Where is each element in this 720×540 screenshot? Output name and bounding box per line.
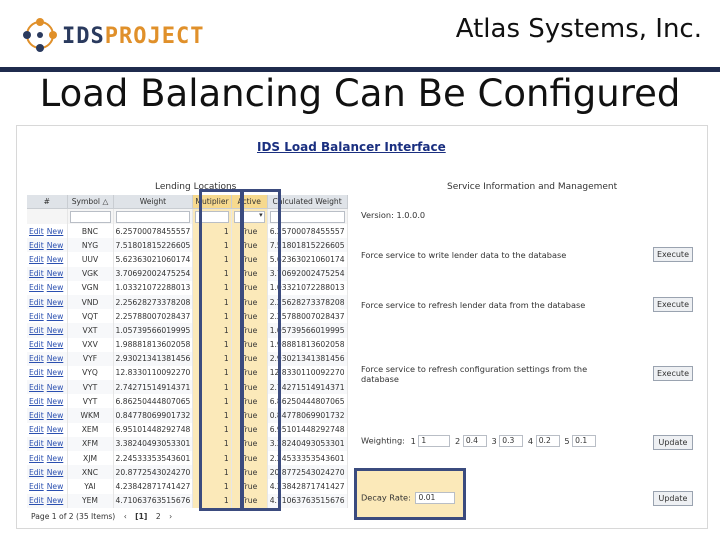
weighting-num-4: 4 [527, 435, 534, 446]
row-multiplier: 1 [193, 408, 231, 422]
row-active: True [231, 281, 267, 295]
row-multiplier: 1 [193, 352, 231, 366]
row-weight: 2.25628273378208 [113, 295, 193, 309]
row-edit-new-links [27, 380, 67, 394]
weighting-num-5: 5 [564, 435, 570, 446]
row-multiplier: 1 [193, 338, 231, 352]
row-edit-new-links [27, 408, 67, 422]
row-symbol: VXV [67, 338, 113, 352]
row-multiplier: 1 [193, 465, 231, 479]
row-active: True [231, 252, 267, 266]
weighting-input-1[interactable]: 1 [418, 435, 450, 447]
row-edit-new-links [27, 352, 67, 366]
row-edit-new-links [27, 437, 67, 451]
execute-write-button[interactable]: Execute [653, 247, 693, 262]
table-row [27, 380, 347, 394]
row-calculated-weight: 2.74271514914371 [267, 380, 347, 394]
new-link[interactable]: New [46, 283, 64, 293]
new-link[interactable]: New [46, 425, 64, 435]
table-row [27, 252, 347, 266]
row-active: True [231, 295, 267, 309]
logo-ids-text: IDS [62, 24, 105, 49]
weighting-input-4[interactable]: 0.2 [536, 435, 560, 447]
row-symbol: XNC [67, 465, 113, 479]
row-symbol: WKM [67, 408, 113, 422]
action-label-refresh-lender: Force service to refresh lender data from the database [361, 300, 586, 310]
new-link[interactable]: New [46, 354, 64, 364]
row-edit-new-links [27, 366, 67, 380]
row-edit-new-links [27, 479, 67, 493]
row-weight: 12.8330110092270 [113, 366, 193, 380]
row-symbol: VGK [67, 267, 113, 281]
filter-cell-weight[interactable] [113, 209, 193, 225]
version-label: Version: [361, 210, 394, 220]
table-row [27, 465, 347, 479]
row-active: True [231, 238, 267, 252]
row-edit-new-links [27, 338, 67, 352]
new-link[interactable]: New [46, 240, 64, 250]
weighting-input-3[interactable]: 0.3 [499, 435, 523, 447]
row-calculated-weight: 6.86250444807065 [267, 394, 347, 408]
row-active: True [231, 451, 267, 465]
row-multiplier: 1 [193, 295, 231, 309]
row-weight: 3.70692002475254 [113, 267, 193, 281]
new-link[interactable]: New [46, 269, 64, 279]
edit-link[interactable]: Edit [29, 382, 44, 392]
row-symbol: BNC [67, 224, 113, 238]
service-info-title: Service Information and Management [447, 182, 618, 192]
row-weight: 2.24533353543601 [113, 451, 193, 465]
table-row [27, 437, 347, 451]
slide-title: Load Balancing Can Be Configured [39, 72, 681, 115]
row-multiplier: 1 [193, 380, 231, 394]
row-symbol: NYG [67, 238, 113, 252]
table-pager [31, 512, 172, 521]
edit-link[interactable]: Edit [29, 453, 44, 463]
row-calculated-weight: 2.24533353543601 [267, 451, 347, 465]
edit-link[interactable]: Edit [29, 496, 44, 506]
row-active: True [231, 408, 267, 422]
execute-refresh-config-button[interactable]: Execute [653, 366, 693, 381]
row-active: True [231, 465, 267, 479]
multiplier-column-highlight [199, 189, 243, 511]
pager-page-1[interactable]: [1] [135, 512, 148, 521]
ids-project-logo [22, 14, 222, 56]
version-value: 1.0.0.0 [396, 210, 426, 220]
row-calculated-weight: 1.05739566019995 [267, 323, 347, 337]
edit-link[interactable]: Edit [29, 439, 44, 449]
row-edit-new-links [27, 224, 67, 238]
edit-link[interactable]: Edit [29, 297, 44, 307]
logo-wordmark [62, 24, 204, 49]
row-active: True [231, 352, 267, 366]
pager-page-2[interactable]: 2 [155, 512, 161, 521]
edit-link[interactable]: Edit [29, 311, 44, 321]
row-symbol: VGN [67, 281, 113, 295]
row-weight: 4.23842871741427 [113, 479, 193, 493]
row-active: True [231, 309, 267, 323]
pager-next-button[interactable]: › [169, 512, 173, 521]
filter-row [27, 209, 347, 225]
col-header-number[interactable]: # [27, 195, 67, 209]
edit-link[interactable]: Edit [29, 368, 44, 378]
weighting-input-5[interactable]: 0.1 [572, 435, 596, 447]
filter-cell-symbol[interactable] [67, 209, 113, 225]
row-active: True [231, 437, 267, 451]
new-link[interactable]: New [46, 411, 64, 421]
row-multiplier: 1 [193, 281, 231, 295]
symbol-filter-input[interactable] [70, 211, 111, 223]
table-row [27, 479, 347, 493]
row-symbol: VYT [67, 380, 113, 394]
sort-arrow-icon: △ [102, 197, 109, 206]
table-body [27, 209, 347, 508]
weighting-num-3: 3 [491, 435, 497, 446]
weighting-num-1: 1 [410, 435, 416, 446]
row-symbol: XFM [67, 437, 113, 451]
pager-prev-button[interactable]: ‹ [123, 512, 127, 521]
table-row [27, 238, 347, 252]
col-header-multiplier[interactable]: Mutiplier [193, 195, 231, 209]
row-multiplier: 1 [193, 394, 231, 408]
version-row [361, 210, 425, 220]
pager-summary: Page 1 of 2 (35 Items) [31, 512, 116, 521]
row-active: True [231, 338, 267, 352]
row-symbol: VYT [67, 394, 113, 408]
row-multiplier: 1 [193, 267, 231, 281]
table-row [27, 267, 347, 281]
row-symbol: VND [67, 295, 113, 309]
row-weight: 2.25788007028437 [113, 309, 193, 323]
row-calculated-weight: 6.25700078455557 [267, 224, 347, 238]
new-link[interactable]: New [46, 467, 64, 477]
edit-link[interactable]: Edit [29, 340, 44, 350]
row-edit-new-links [27, 451, 67, 465]
row-edit-new-links [27, 423, 67, 437]
row-calculated-weight: 3.70692002475254 [267, 267, 347, 281]
row-weight: 2.93021341381456 [113, 352, 193, 366]
slide-header [0, 0, 720, 70]
action-label-write: Force service to write lender data to the database [361, 250, 567, 260]
row-multiplier: 1 [193, 451, 231, 465]
edit-link[interactable]: Edit [29, 396, 44, 406]
row-active: True [231, 380, 267, 394]
lending-locations-title: Lending Locations [155, 182, 237, 192]
col-header-calculated-weight[interactable]: Calculated Weight [267, 195, 347, 209]
col-header-active[interactable]: Active [231, 195, 267, 209]
row-active: True [231, 224, 267, 238]
row-active: True [231, 267, 267, 281]
table-row [27, 423, 347, 437]
execute-refresh-lender-button[interactable]: Execute [653, 297, 693, 312]
row-multiplier: 1 [193, 224, 231, 238]
action-label-refresh-config: Force service to refresh configuration settings from the database [361, 364, 588, 384]
table-row [27, 394, 347, 408]
edit-link[interactable]: Edit [29, 254, 44, 264]
row-multiplier: 1 [193, 494, 231, 508]
new-link[interactable]: New [46, 439, 64, 449]
weighting-label: Weighting: [361, 435, 405, 446]
col-header-symbol[interactable] [67, 195, 113, 209]
table-row [27, 281, 347, 295]
row-weight: 1.98881813602058 [113, 338, 193, 352]
new-link[interactable]: New [46, 496, 64, 506]
row-active: True [231, 323, 267, 337]
new-link[interactable]: New [46, 226, 64, 236]
row-active: True [231, 394, 267, 408]
row-multiplier: 1 [193, 252, 231, 266]
row-multiplier: 1 [193, 479, 231, 493]
edit-link[interactable]: Edit [29, 354, 44, 364]
row-symbol: YEM [67, 494, 113, 508]
row-weight: 3.38240493053301 [113, 437, 193, 451]
row-weight: 4.71063763515676 [113, 494, 193, 508]
table-row [27, 451, 347, 465]
new-link[interactable]: New [46, 453, 64, 463]
row-symbol: XJM [67, 451, 113, 465]
weight-filter-input[interactable] [116, 211, 191, 223]
row-weight: 2.74271514914371 [113, 380, 193, 394]
row-edit-new-links [27, 252, 67, 266]
row-multiplier: 1 [193, 437, 231, 451]
col-header-symbol-label: Symbol [71, 197, 101, 206]
row-weight: 1.05739566019995 [113, 323, 193, 337]
table-row [27, 338, 347, 352]
decay-label: Decay Rate: [361, 492, 411, 503]
new-link[interactable]: New [46, 311, 64, 321]
edit-link[interactable]: Edit [29, 240, 44, 250]
row-symbol: YAI [67, 479, 113, 493]
row-edit-new-links [27, 281, 67, 295]
decay-rate-highlight [354, 468, 466, 520]
weighting-row [361, 435, 596, 447]
row-calculated-weight: 12.8330110092270 [267, 366, 347, 380]
new-link[interactable]: New [46, 325, 64, 335]
row-calculated-weight: 4.71063763515676 [267, 494, 347, 508]
edit-link[interactable]: Edit [29, 411, 44, 421]
chevron-down-icon: ▾ [259, 210, 263, 219]
update-decay-button[interactable]: Update [653, 491, 693, 506]
row-multiplier: 1 [193, 238, 231, 252]
new-link[interactable]: New [46, 340, 64, 350]
new-link[interactable]: New [46, 368, 64, 378]
row-calculated-weight: 20.8772543024270 [267, 465, 347, 479]
table-row [27, 494, 347, 508]
logo-project-text: PROJECT [104, 24, 205, 49]
row-symbol: VXT [67, 323, 113, 337]
new-link[interactable]: New [46, 254, 64, 264]
row-active: True [231, 366, 267, 380]
table-row [27, 408, 347, 422]
table-row [27, 224, 347, 238]
row-multiplier: 1 [193, 323, 231, 337]
new-link[interactable]: New [46, 297, 64, 307]
new-link[interactable]: New [46, 382, 64, 392]
row-active: True [231, 494, 267, 508]
app-title: IDS Load Balancer Interface [257, 140, 446, 154]
row-symbol: VYQ [67, 366, 113, 380]
edit-link[interactable]: Edit [29, 226, 44, 236]
row-weight: 7.51801815226605 [113, 238, 193, 252]
table-row [27, 352, 347, 366]
row-symbol: VQT [67, 309, 113, 323]
new-link[interactable]: New [46, 481, 64, 491]
table-row [27, 366, 347, 380]
row-multiplier: 1 [193, 366, 231, 380]
lending-locations-table [27, 195, 348, 508]
edit-link[interactable]: Edit [29, 269, 44, 279]
table-row [27, 295, 347, 309]
load-balancer-screenshot [16, 125, 708, 529]
edit-link[interactable]: Edit [29, 481, 44, 491]
row-weight: 0.84778069901732 [113, 408, 193, 422]
row-symbol: UUV [67, 252, 113, 266]
new-link[interactable]: New [46, 396, 64, 406]
row-multiplier: 1 [193, 309, 231, 323]
row-calculated-weight: 4.23842871741427 [267, 479, 347, 493]
col-header-weight[interactable]: Weight [113, 195, 193, 209]
row-calculated-weight: 2.25788007028437 [267, 309, 347, 323]
row-weight: 20.8772543024270 [113, 465, 193, 479]
weighting-input-2[interactable]: 0.4 [463, 435, 487, 447]
edit-link[interactable]: Edit [29, 425, 44, 435]
weighting-num-2: 2 [455, 435, 461, 446]
edit-link[interactable]: Edit [29, 325, 44, 335]
row-weight: 5.62363021060174 [113, 252, 193, 266]
row-weight: 1.03321072288013 [113, 281, 193, 295]
row-edit-new-links [27, 323, 67, 337]
row-calculated-weight: 1.03321072288013 [267, 281, 347, 295]
row-active: True [231, 479, 267, 493]
ids-logo-icon [22, 14, 58, 56]
table-row [27, 323, 347, 337]
filter-cell-number [27, 209, 67, 225]
active-column-highlight [241, 189, 281, 511]
edit-link[interactable]: Edit [29, 283, 44, 293]
row-edit-new-links [27, 309, 67, 323]
row-calculated-weight: 2.93021341381456 [267, 352, 347, 366]
row-symbol: VYF [67, 352, 113, 366]
row-edit-new-links [27, 238, 67, 252]
row-symbol: XEM [67, 423, 113, 437]
row-edit-new-links [27, 465, 67, 479]
decay-rate-input[interactable]: 0.01 [415, 492, 455, 504]
edit-link[interactable]: Edit [29, 467, 44, 477]
row-edit-new-links [27, 494, 67, 508]
company-name: Atlas Systems, Inc. [455, 14, 702, 44]
row-calculated-weight: 0.84778069901732 [267, 408, 347, 422]
row-weight: 6.25700078455557 [113, 224, 193, 238]
row-active: True [231, 423, 267, 437]
row-calculated-weight: 7.51801815226605 [267, 238, 347, 252]
row-weight: 6.86250444807065 [113, 394, 193, 408]
update-weighting-button[interactable]: Update [653, 435, 693, 450]
row-calculated-weight: 2.25628273378208 [267, 295, 347, 309]
row-calculated-weight: 6.95101448292748 [267, 423, 347, 437]
row-calculated-weight: 5.62363021060174 [267, 252, 347, 266]
row-edit-new-links [27, 267, 67, 281]
row-edit-new-links [27, 394, 67, 408]
row-calculated-weight: 1.98881813602058 [267, 338, 347, 352]
row-multiplier: 1 [193, 423, 231, 437]
table-row [27, 309, 347, 323]
row-weight: 6.95101448292748 [113, 423, 193, 437]
row-edit-new-links [27, 295, 67, 309]
row-calculated-weight: 3.38240493053301 [267, 437, 347, 451]
